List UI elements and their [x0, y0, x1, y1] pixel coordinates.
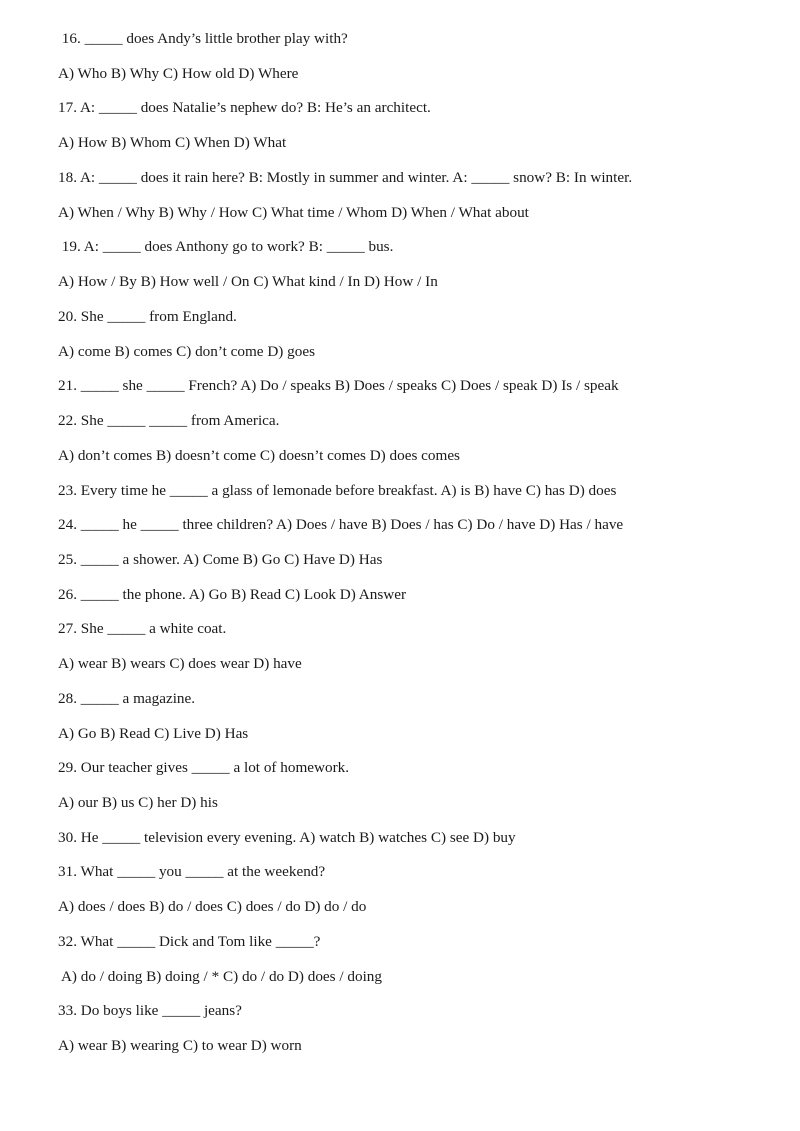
options-31: A) does / does B) do / does C) does / do D) do / do — [58, 898, 367, 915]
question-27: 27. She _____ a white coat. — [58, 620, 227, 637]
options-29: A) our B) us C) her D) his — [58, 794, 218, 811]
question-18: 18. A: _____ does it rain here? B: Mostly in summer and winter. A: _____ snow? B: In winter. — [58, 169, 633, 186]
options-28: A) Go B) Read C) Live D) Has — [58, 725, 249, 742]
options-22: A) don’t comes B) doesn’t come C) doesn’t comes D) does comes — [58, 447, 460, 464]
question-33: 33. Do boys like _____ jeans? — [58, 1002, 242, 1019]
question-16: 16. _____ does Andy’s little brother play with? — [58, 30, 348, 47]
question-25: 25. _____ a shower. A) Come B) Go C) Have D) Has — [58, 551, 383, 568]
question-21: 21. _____ she _____ French? A) Do / speaks B) Does / speaks C) Does / speak D) Is / speak — [58, 377, 619, 394]
question-26: 26. _____ the phone. A) Go B) Read C) Look D) Answer — [58, 586, 406, 603]
options-17: A) How B) Whom C) When D) What — [58, 134, 287, 151]
question-22: 22. She _____ _____ from America. — [58, 412, 280, 429]
question-32: 32. What _____ Dick and Tom like _____? — [58, 933, 321, 950]
options-33: A) wear B) wearing C) to wear D) worn — [58, 1037, 302, 1054]
options-19: A) How / By B) How well / On C) What kind / In D) How / In — [58, 273, 438, 290]
options-32: A) do / doing B) doing / * C) do / do D) does / doing — [58, 968, 382, 985]
question-31: 31. What _____ you _____ at the weekend? — [58, 863, 326, 880]
question-23: 23. Every time he _____ a glass of lemonade before breakfast. A) is B) have C) has D) does — [58, 482, 617, 499]
options-27: A) wear B) wears C) does wear D) have — [58, 655, 302, 672]
question-17: 17. A: _____ does Natalie’s nephew do? B: He’s an architect. — [58, 99, 431, 116]
question-30: 30. He _____ television every evening. A) watch B) watches C) see D) buy — [58, 829, 516, 846]
question-19: 19. A: _____ does Anthony go to work? B: _____ bus. — [58, 238, 394, 255]
question-20: 20. She _____ from England. — [58, 308, 237, 325]
options-18: A) When / Why B) Why / How C) What time / Whom D) When / What about — [58, 204, 529, 221]
options-16: A) Who B) Why C) How old D) Where — [58, 65, 299, 82]
options-20: A) come B) comes C) don’t come D) goes — [58, 343, 316, 360]
question-29: 29. Our teacher gives _____ a lot of homework. — [58, 759, 350, 776]
question-28: 28. _____ a magazine. — [58, 690, 196, 707]
question-24: 24. _____ he _____ three children? A) Does / have B) Does / has C) Do / have D) Has / have — [58, 516, 624, 533]
